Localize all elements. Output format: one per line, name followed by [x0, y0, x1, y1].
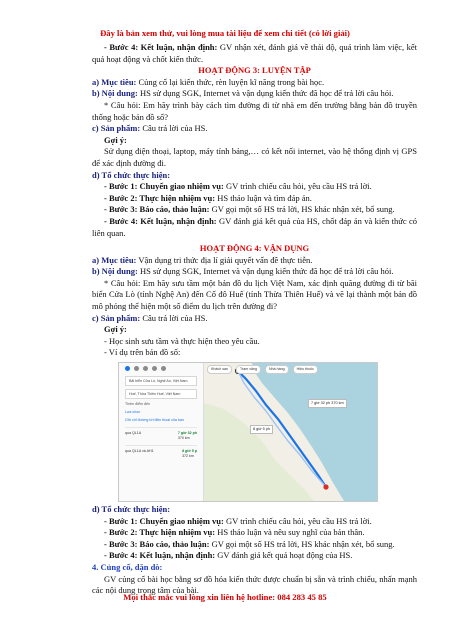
- document-body: [92, 42, 417, 597]
- route1-name: qua QL1A: [125, 431, 142, 436]
- destination-marker[interactable]: [323, 484, 328, 489]
- route1-distance: 370 km: [177, 436, 190, 441]
- route-tooltip-1: 7 giờ 32 ph 370 km: [308, 399, 347, 408]
- map-category-chips: [207, 365, 318, 374]
- chip-restaurants[interactable]: Nhà hàng: [265, 365, 289, 374]
- a2-step4: - Bước 4: Kết luận, nhận định: GV nhận xét, đánh giá về thái độ, quá trình làm việc, kết quả hoạt động và chốt kiến thức.: [92, 42, 418, 64]
- send-to-phone-link[interactable]: Gửi chỉ đường tới điện thoại của bạn: [125, 418, 184, 423]
- a4-question: * Câu hỏi: Em hãy sưu tầm một bản đồ du lịch Việt Nam, xác định quãng đường đi từ bãi biển Cửa Lò (tỉnh Nghệ An) đến Cố đô Huế (tỉnh Thừa Thiên Huế) và vẽ lại thành một bản đồ mô phỏng thể hiện một số điểm du lịch trên đường đi?: [92, 277, 417, 312]
- a3-question: * Câu hỏi: Em hãy trình bày cách tìm đường đi từ nhà em đến trường bằng bản đồ truyền thống hoặc bản đồ số?: [92, 99, 417, 122]
- a4-product: c) Sản phẩm: Câu trả lời của HS.: [92, 312, 208, 323]
- activity4-title: HOẠT ĐỘNG 4: VẬN DỤNG: [199, 243, 310, 254]
- a3-step2: - Bước 2: Thực hiện nhiệm vụ: HS thảo luận và tìm đáp án.: [104, 192, 312, 203]
- bike-mode-icon[interactable]: [152, 366, 157, 371]
- a4-content: b) Nội dung: HS sử dụng SGK, Internet và vận dụng kiến thức đã học để trả lời câu hỏi.: [92, 266, 394, 277]
- map-canvas[interactable]: [204, 363, 377, 501]
- a4-hint-label: Gợi ý:: [104, 324, 127, 335]
- a4-goal: a) Mục tiêu: Vận dụng tri thức địa lí giải quyết vấn đề thực tiễn.: [92, 254, 313, 265]
- travel-mode-bar: [119, 363, 203, 373]
- a3-org-label: d) Tổ chức thực hiện:: [92, 169, 171, 180]
- origin-field[interactable]: Bãi biển Cửa Lò, Nghệ An, Việt Nam: [125, 376, 197, 386]
- preview-banner: Đây là bản xem thử, vui lòng mua tài liệu để xem chi tiết (có lời giải): [100, 28, 350, 38]
- a3-step3: - Bước 3: Báo cáo, thảo luận: GV gọi một số HS trả lời, HS khác nhận xét, bổ sung.: [104, 204, 395, 215]
- route-option-1[interactable]: [125, 427, 197, 441]
- map-graphic: [204, 363, 377, 501]
- directions-panel: [119, 363, 204, 501]
- a3-hint-label: Gợi ý:: [104, 134, 127, 145]
- conclusion-text: GV củng cố bài học bằng sơ đồ hóa kiến thức được chuẩn bị sẵn và trình chiếu, nhấn mạnh các nội dung trọng tâm của bài.: [92, 573, 417, 596]
- options-link[interactable]: Lựa chọn: [125, 410, 141, 415]
- a3-step4: - Bước 4: Kết luận, nhận định: GV đánh giá kết quả của HS, chốt đáp án và kiến thức có liên quan.: [92, 215, 417, 238]
- map-screenshot: [118, 362, 378, 502]
- a3-step1: - Bước 1: Chuyển giao nhiệm vụ: GV trình chiếu câu hỏi, yêu cầu HS trả lời.: [104, 181, 372, 192]
- chip-gas[interactable]: Trạm xăng: [236, 365, 261, 374]
- a3-hint-text: Sử dụng điện thoại, laptop, máy tính bảng,… có kết nối internet, vào hệ thống định vị GPS để xác định đường đi.: [92, 146, 417, 168]
- destination-field[interactable]: Huế, Thừa Thiên Huế, Việt Nam: [125, 389, 197, 399]
- route2-distance: 372 km: [182, 454, 194, 459]
- chip-hotels[interactable]: Khách sạn: [207, 365, 232, 374]
- activity3-title: HOẠT ĐỘNG 3: LUYỆN TẬP: [198, 65, 311, 76]
- route2-name: qua QL1A và AH1: [125, 449, 154, 454]
- hotline-footer: Mọi thắc mắc vui lòng xin liên hệ hotline: 084 283 45 85: [123, 592, 327, 602]
- a3-product: c) Sản phẩm: Câu trả lời của HS.: [92, 123, 208, 134]
- a4-step4: - Bước 4: Kết luận, nhận định: GV đánh giá kết quả hoạt động của HS.: [104, 550, 353, 561]
- flight-mode-icon[interactable]: [161, 366, 166, 371]
- route2-time: 8 giờ 5 p: [182, 449, 197, 454]
- route-option-2[interactable]: [125, 445, 197, 459]
- a3-goal: a) Mục tiêu: Củng cố lại kiến thức, rèn luyện kĩ năng trong bài học.: [92, 76, 325, 87]
- a4-step1: - Bước 1: Chuyển giao nhiệm vụ: GV trình chiếu câu hỏi, yêu cầu HS trả lời.: [104, 515, 372, 526]
- a4-step2: - Bước 2: Thực hiện nhiệm vụ: HS thảo luận và nêu suy nghĩ của bản thân.: [104, 527, 365, 538]
- a4-hint-line2: - Ví dụ trên bản đồ số:: [104, 347, 181, 358]
- add-destination-link[interactable]: Thêm điểm đến: [125, 402, 150, 407]
- a4-step3: - Bước 3: Báo cáo, thảo luận: GV gọi một số HS trả lời, HS khác nhận xét, bổ sung.: [104, 538, 395, 549]
- chip-pharmacy[interactable]: Hiệu thuốc: [293, 365, 318, 374]
- transit-mode-icon[interactable]: [134, 366, 139, 371]
- conclusion-title: 4. Củng cố, dặn dò:: [92, 562, 163, 572]
- walk-mode-icon[interactable]: [143, 366, 148, 371]
- a4-hint-line1: - Học sinh sưu tầm và thực hiện theo yêu cầu.: [104, 335, 260, 346]
- car-mode-icon[interactable]: [125, 366, 130, 371]
- route-tooltip-2: 8 giờ 5 ph: [250, 425, 273, 434]
- a3-content: b) Nội dung: HS sử dụng SGK, Internet và vận dụng kiến thức đã học để trả lời câu hỏi.: [92, 88, 394, 99]
- route1-time: 7 giờ 32 ph: [177, 431, 197, 436]
- a4-org-label: d) Tổ chức thực hiện:: [92, 504, 171, 515]
